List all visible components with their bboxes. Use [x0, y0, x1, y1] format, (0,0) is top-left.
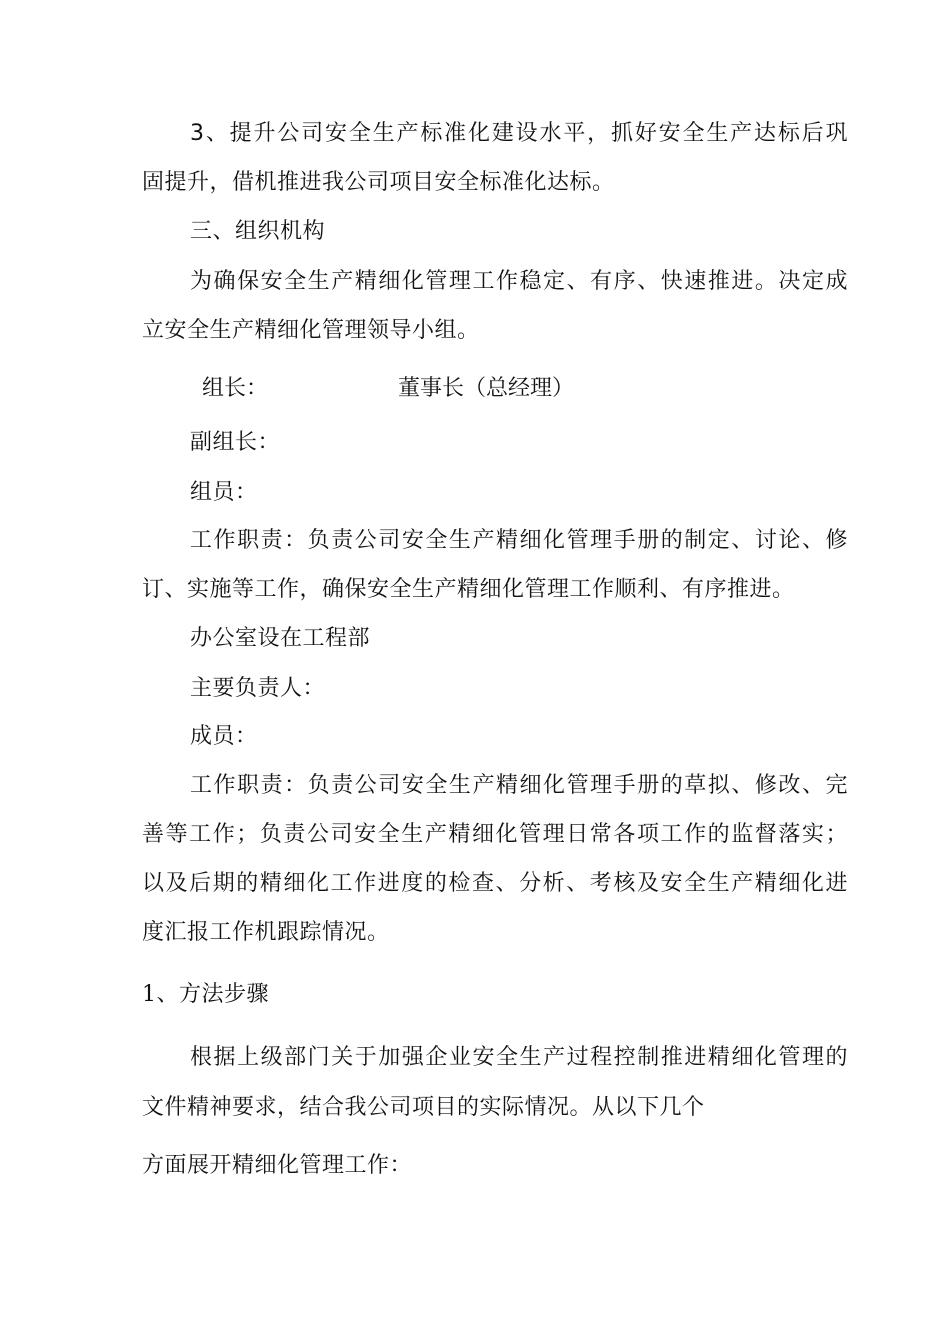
subsection-heading: 1、方法步骤 — [142, 982, 269, 1007]
paragraph-line: 固提升，借机推进我公司项目安全标准化达标。 — [142, 170, 615, 195]
paragraph-line: 3、提升公司安全生产标准化建设水平，抓好安全生产达标后巩 — [190, 121, 848, 146]
paragraph-line: 方面展开精细化管理工作： — [142, 1153, 413, 1178]
section-heading: 三、组织机构 — [190, 219, 326, 244]
paragraph-line: 工作职责：负责公司安全生产精细化管理手册的制定、讨论、修 — [190, 528, 848, 553]
leader-label: 组长： — [202, 376, 269, 401]
paragraph-line: 订、实施等工作，确保安全生产精细化管理工作顺利、有序推进。 — [142, 577, 795, 602]
deputy-leader-label: 副组长： — [190, 430, 281, 455]
paragraph-line: 以及后期的精细化工作进度的检查、分析、考核及安全生产精细化进 — [142, 871, 848, 896]
paragraph-line: 度汇报工作机跟踪情况。 — [142, 920, 390, 945]
main-person-label: 主要负责人： — [190, 676, 326, 701]
paragraph-line: 文件精神要求，结合我公司项目的实际情况。从以下几个 — [142, 1095, 705, 1120]
paragraph-line: 根据上级部门关于加强企业安全生产过程控制推进精细化管理的 — [190, 1045, 848, 1070]
paragraph-line: 立安全生产精细化管理领导小组。 — [142, 318, 480, 343]
paragraph-line: 为确保安全生产精细化管理工作稳定、有序、快速推进。决定成 — [190, 269, 848, 294]
paragraph-line: 善等工作；负责公司安全生产精细化管理日常各项工作的监督落实； — [142, 822, 848, 847]
members-label: 组员： — [190, 480, 258, 505]
office-line: 办公室设在工程部 — [190, 626, 371, 651]
paragraph-line: 工作职责：负责公司安全生产精细化管理手册的草拟、修改、完 — [190, 773, 848, 798]
leader-value: 董事长（总经理） — [398, 376, 575, 401]
office-members-label: 成员： — [190, 724, 258, 749]
